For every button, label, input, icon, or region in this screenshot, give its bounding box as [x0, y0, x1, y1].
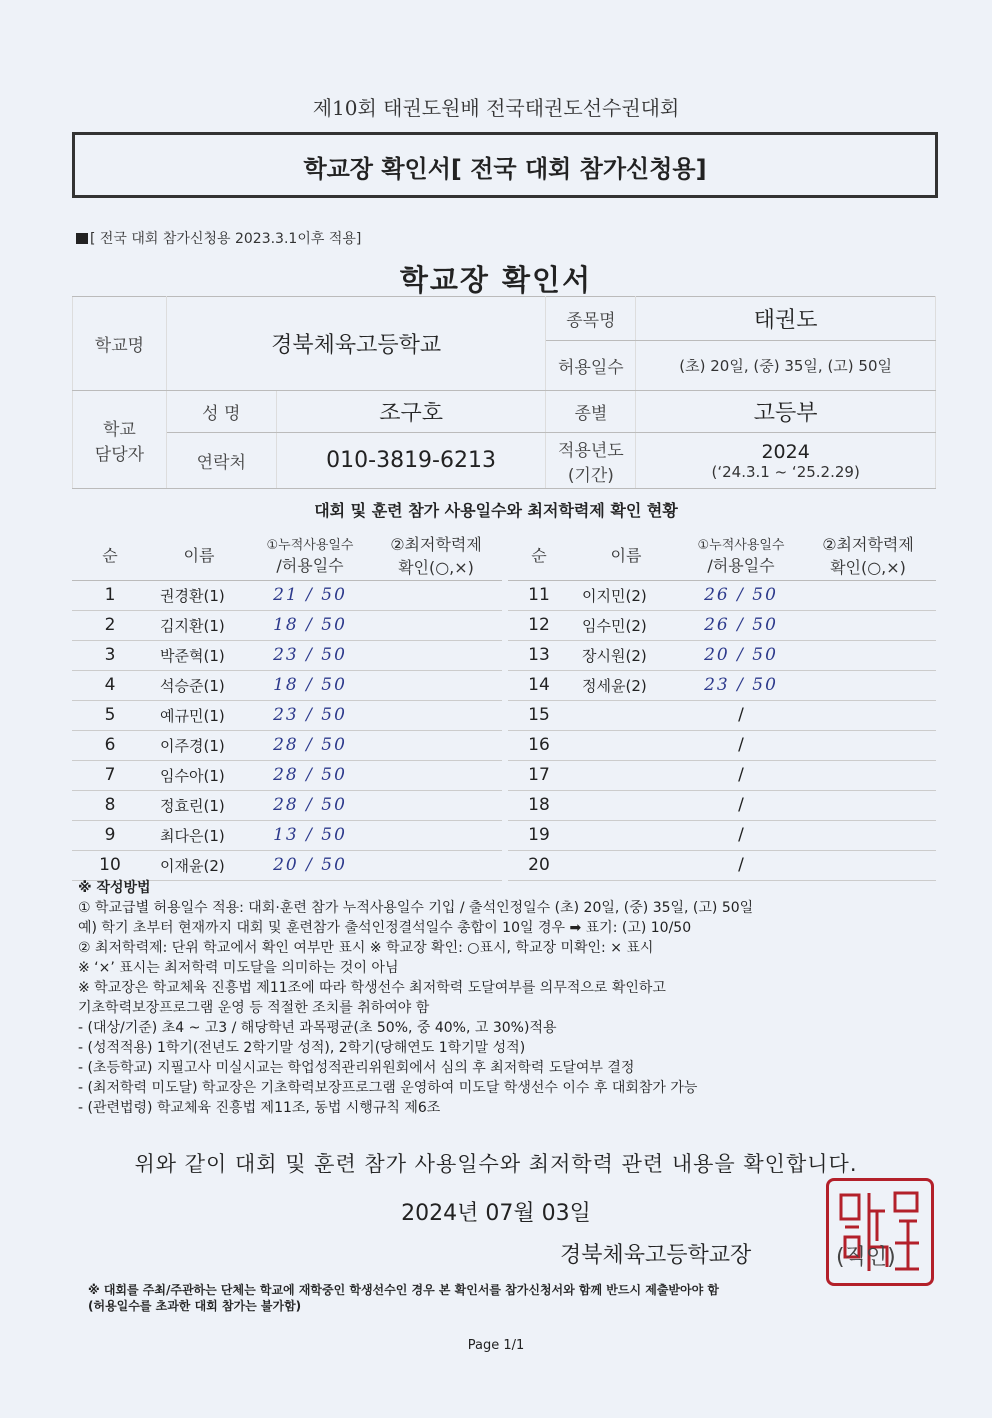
manager-name: 조구호: [276, 391, 546, 433]
roster-row: [508, 580, 936, 610]
roster-min-check: [800, 760, 936, 790]
roster-min-check: [370, 580, 502, 610]
doc-title: 학교장 확인서: [399, 263, 593, 297]
roster-min-check: [370, 760, 502, 790]
roster-days: /: [682, 730, 800, 760]
roster-seq: 6: [72, 730, 148, 760]
roster-table-left: [72, 530, 502, 881]
roster-seq: 15: [508, 700, 570, 730]
roster-row: [72, 820, 502, 850]
roster-row: [72, 730, 502, 760]
roster-name: 이주경(1): [148, 730, 250, 760]
roster-row: [72, 760, 502, 790]
seq-header-right: 순: [508, 530, 570, 580]
roster-seq: 8: [72, 790, 148, 820]
principal-name: 경북체육고등학교장: [560, 1243, 752, 1268]
roster-min-check: [370, 820, 502, 850]
year-label: [546, 433, 636, 489]
roster-row: [72, 790, 502, 820]
school-info-table: [72, 296, 936, 489]
method-line: - (최저학력 미도달) 학교장은 기초학력보장프로그램 운영하여 미도달 학생선수 이수 후 대회참가 가능: [78, 1080, 698, 1096]
year-value: 2024: [761, 440, 810, 463]
method-line: ① 학교급별 허용일수 적용: 대회·훈련 참가 누적사용일수 기입 / 출석인정일수 (초) 20일, (중) 35일, (고) 50일: [78, 900, 754, 916]
roster-seq: 10: [72, 850, 148, 880]
seal-label: (직인): [836, 1245, 896, 1270]
days-header-line-1: ①누적사용일수: [266, 537, 354, 553]
roster-right-body: [508, 580, 936, 880]
roster-days: 13 / 50: [250, 820, 370, 850]
roster-table-right: [508, 530, 936, 881]
roster-min-check: [370, 610, 502, 640]
roster-seq: 9: [72, 820, 148, 850]
roster-days: 23 / 50: [250, 640, 370, 670]
roster-row: [508, 760, 936, 790]
banner-title: 학교장 확인서[ 전국 대회 참가신청용]: [303, 155, 707, 183]
days-header: [250, 530, 370, 580]
roster-days: 28 / 50: [250, 790, 370, 820]
sport-label: 종목명: [546, 297, 636, 341]
manager-label-line-2: 담당자: [94, 444, 145, 465]
roster-days: 26 / 50: [682, 580, 800, 610]
notice-text: [ 전국 대회 참가신청용 2023.3.1이후 적용]: [90, 231, 362, 247]
roster-row: [72, 580, 502, 610]
roster-name: [570, 730, 682, 760]
roster-days: 20 / 50: [682, 640, 800, 670]
roster-name: 장시원(2): [570, 640, 682, 670]
min-header-right: [800, 530, 936, 580]
page-number: Page 1/1: [467, 1338, 525, 1353]
allowed-days-value: (초) 20일, (중) 35일, (고) 50일: [636, 341, 936, 391]
contact-label: 연락처: [166, 433, 276, 489]
min-header-line-1: ②최저학력제: [390, 534, 482, 554]
roster-min-check: [370, 790, 502, 820]
roster-min-check: [800, 610, 936, 640]
roster-row: [508, 790, 936, 820]
roster-min-check: [800, 790, 936, 820]
roster-name: [570, 790, 682, 820]
roster-days: /: [682, 700, 800, 730]
method-line: ※ ‘×’ 표시는 최저학력 미도달을 의미하는 것이 아님: [78, 960, 399, 976]
method-line: - (관련법령) 학교체육 진흥법 제11조, 동법 시행규칙 제6조: [78, 1100, 441, 1116]
year-cell: [636, 433, 936, 489]
roster-seq: 2: [72, 610, 148, 640]
roster-min-check: [370, 730, 502, 760]
roster-name: 임수아(1): [148, 760, 250, 790]
footnote: [88, 1282, 938, 1314]
roster-name: 권경환(1): [148, 580, 250, 610]
roster-days: 28 / 50: [250, 760, 370, 790]
roster-row: [72, 850, 502, 880]
period-value: (‘24.3.1 ~ ‘25.2.29): [711, 462, 860, 481]
roster-days: 18 / 50: [250, 610, 370, 640]
roster-name: [570, 850, 682, 880]
event-title: 제10회 태권도원배 전국태권도선수권대회: [312, 96, 680, 120]
roster-min-check: [370, 700, 502, 730]
roster-row: [508, 820, 936, 850]
roster-seq: 5: [72, 700, 148, 730]
roster-seq: 17: [508, 760, 570, 790]
roster-days: /: [682, 820, 800, 850]
name-label: 성 명: [166, 391, 276, 433]
roster-min-check: [800, 730, 936, 760]
issue-date: 2024년 07월 03일: [401, 1201, 591, 1226]
roster-row: [508, 670, 936, 700]
roster-min-check: [800, 580, 936, 610]
name-header: 이름: [148, 530, 250, 580]
roster-seq: 18: [508, 790, 570, 820]
roster-days: 18 / 50: [250, 670, 370, 700]
roster-min-check: [370, 670, 502, 700]
days-header-right-line-2: /허용일수: [707, 555, 775, 575]
days-header-line-2: /허용일수: [276, 555, 344, 575]
roster-days: 26 / 50: [682, 610, 800, 640]
category-value: 고등부: [636, 391, 936, 433]
roster-row: [508, 850, 936, 880]
min-header-right-line-2: 확인(○,×): [830, 557, 906, 577]
roster-left-body: [72, 580, 502, 880]
roster-min-check: [800, 640, 936, 670]
name-header-right: 이름: [570, 530, 682, 580]
method-line: - (초등학교) 지필고사 미실시교는 학업성적관리위원회에서 심의 후 최저학력 도달여부 결정: [78, 1060, 635, 1076]
roster-name: [570, 820, 682, 850]
roster-name: 이지민(2): [570, 580, 682, 610]
roster-name: 정세윤(2): [570, 670, 682, 700]
method-section: [78, 878, 938, 1118]
roster-min-check: [370, 640, 502, 670]
manager-label: [73, 391, 167, 489]
method-line: ② 최저학력제: 단위 학교에서 확인 여부만 표시 ※ 학교장 확인: ○표시, 학교장 미확인: × 표시: [78, 940, 654, 956]
contact-value: 010-3819-6213: [276, 433, 546, 489]
method-line: 기초학력보장프로그램 운영 등 적절한 조치를 취하여야 함: [78, 1000, 430, 1016]
method-line: 예) 학기 초부터 현재까지 대회 및 훈련참가 출석인정결석일수 총합이 10일 경우 ➡ 표기: (고) 10/50: [78, 920, 692, 936]
min-header-right-line-1: ②최저학력제: [822, 534, 914, 554]
roster-row: [72, 640, 502, 670]
school-label: 학교명: [73, 297, 167, 391]
roster-days: 20 / 50: [250, 850, 370, 880]
roster-days: 21 / 50: [250, 580, 370, 610]
category-label: 종별: [546, 391, 636, 433]
roster-row: [508, 610, 936, 640]
roster-days: 28 / 50: [250, 730, 370, 760]
method-line: - (대상/기준) 초4 ~ 고3 / 해당학년 과목평균(초 50%, 중 40%, 고 30%)적용: [78, 1020, 557, 1036]
roster-min-check: [800, 670, 936, 700]
days-header-right-line-1: ①누적사용일수: [697, 537, 785, 553]
manager-label-line-1: 학교: [103, 419, 136, 440]
roster-min-check: [800, 700, 936, 730]
roster-seq: 14: [508, 670, 570, 700]
roster-name: 임수민(2): [570, 610, 682, 640]
seq-header: 순: [72, 530, 148, 580]
roster-row: [72, 700, 502, 730]
footnote-line-1: ※ 대회를 주최/주관하는 단체는 학교에 재학중인 학생선수인 경우 본 확인서를 참가신청서와 함께 반드시 제출받아야 함: [88, 1283, 719, 1297]
roster-name: 이재윤(2): [148, 850, 250, 880]
square-bullet-icon: [76, 233, 88, 244]
roster-name: 박준혁(1): [148, 640, 250, 670]
roster-row: [72, 610, 502, 640]
roster-seq: 20: [508, 850, 570, 880]
roster-days: /: [682, 760, 800, 790]
allowed-days-label: 허용일수: [546, 341, 636, 391]
roster-days: /: [682, 850, 800, 880]
school-name: 경북체육고등학교: [166, 297, 546, 391]
roster-seq: 16: [508, 730, 570, 760]
roster-name: 정효린(1): [148, 790, 250, 820]
roster-row: [72, 670, 502, 700]
notice: [76, 228, 361, 248]
roster-min-check: [800, 850, 936, 880]
roster-days: 23 / 50: [682, 670, 800, 700]
roster-name: 석승준(1): [148, 670, 250, 700]
roster-seq: 3: [72, 640, 148, 670]
roster-seq: 1: [72, 580, 148, 610]
roster-seq: 7: [72, 760, 148, 790]
confirm-statement: 위와 같이 대회 및 훈련 참가 사용일수와 최저학력 관련 내용을 확인합니다.: [134, 1152, 858, 1176]
section-title: 대회 및 훈련 참가 사용일수와 최저학력제 확인 현황: [314, 501, 678, 520]
year-label-line-1: 적용년도: [558, 440, 624, 461]
footnote-line-2: (허용일수를 초과한 대회 참가는 불가함): [88, 1299, 302, 1313]
method-line: ※ 학교장은 학교체육 진흥법 제11조에 따라 학생선수 최저학력 도달여부를 의무적으로 확인하고: [78, 980, 666, 996]
roster-name: 김지환(1): [148, 610, 250, 640]
banner: [72, 132, 938, 198]
roster-days: 23 / 50: [250, 700, 370, 730]
roster-seq: 11: [508, 580, 570, 610]
roster-row: [508, 640, 936, 670]
roster-seq: 4: [72, 670, 148, 700]
method-title: ※ 작성방법: [78, 880, 151, 896]
roster-days: /: [682, 790, 800, 820]
roster-row: [508, 700, 936, 730]
roster-min-check: [370, 850, 502, 880]
roster-seq: 12: [508, 610, 570, 640]
roster-seq: 19: [508, 820, 570, 850]
min-header: [370, 530, 502, 580]
roster-min-check: [800, 820, 936, 850]
roster-row: [508, 730, 936, 760]
roster-name: 예규민(1): [148, 700, 250, 730]
roster-name: [570, 760, 682, 790]
sport-value: 태권도: [636, 297, 936, 341]
min-header-line-2: 확인(○,×): [398, 557, 474, 577]
roster-name: [570, 700, 682, 730]
roster-name: 최다은(1): [148, 820, 250, 850]
year-label-line-2: (기간): [567, 465, 614, 486]
days-header-right: [682, 530, 800, 580]
method-line: - (성적적용) 1학기(전년도 2학기말 성적), 2학기(당해연도 1학기말 성적): [78, 1040, 526, 1056]
roster-seq: 13: [508, 640, 570, 670]
